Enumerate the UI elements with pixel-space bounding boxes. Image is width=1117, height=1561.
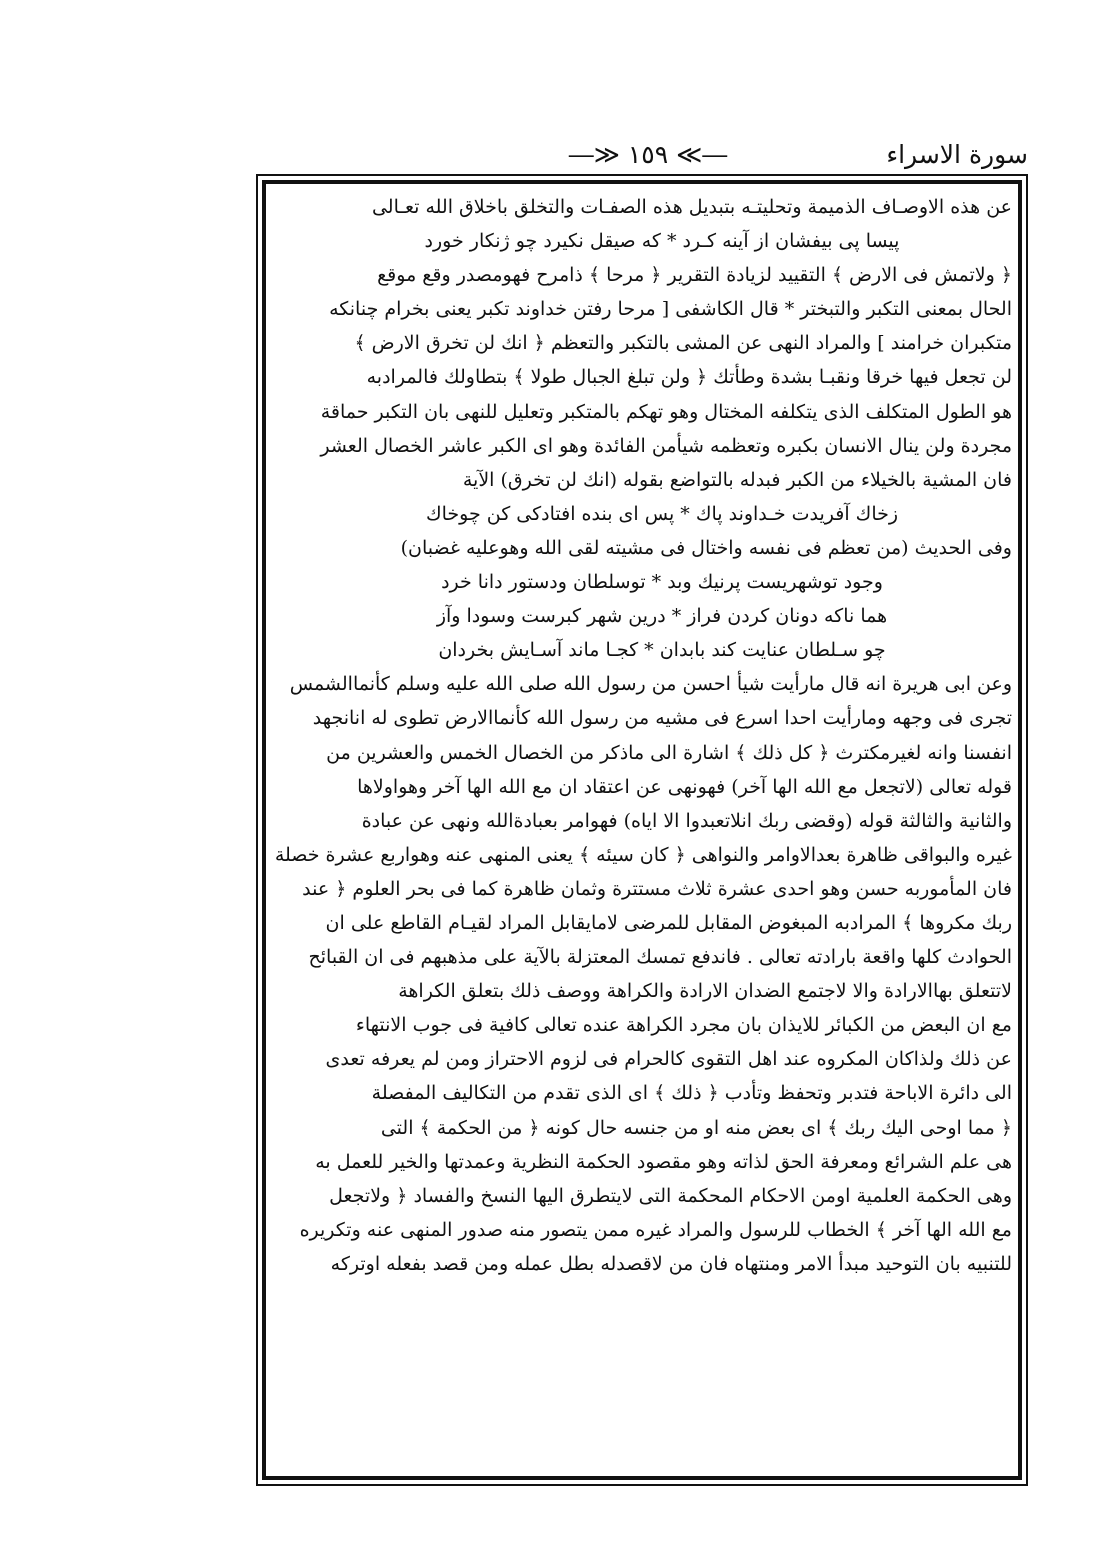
text-line: الى دائرة الاباحة فتدبر وتحفظ وتأدب ﴿ ذلك ﴾ اى الذى تقدم من التكاليف المفصلة bbox=[371, 1082, 1012, 1105]
text-line: والثانية والثالثة قوله (وقضى ربك انلاتعبدوا الا اياه) فهوامر بعبادةالله ونهى عن عبادة bbox=[361, 809, 1012, 832]
page-header bbox=[268, 138, 1028, 172]
text-line: ﴿ ولاتمش فى الارض ﴾ التقييد لزيادة التقرير ﴿ مرحا ﴾ ذامرح فهومصدر وقع موقع bbox=[377, 264, 1012, 287]
text-line: الحال بمعنى التكبر والتبختر * قال الكاشفى [ مرحا رفتن خداوند تكبر يعنى بخرام چنانكه bbox=[329, 298, 1012, 321]
text-line: هو الطول المتكلف الذى يتكلفه المختال وهو تهكم بالمتكبر وتعليل للنهى بان التكبر حماقة bbox=[320, 400, 1012, 423]
text-line: انفسنا وانه لغيرمكترث ﴿ كل ذلك ﴾ اشارة الى ماذكر من الخصال الخمس والعشرين من bbox=[326, 741, 1012, 764]
text-line: غيره والبواقى ظاهرة بعدالاوامر والنواهى ﴿ كان سيئه ﴾ يعنى المنهى عنه وهواربع عشرة خصلة bbox=[274, 843, 1012, 866]
text-line: لن تجعل فيها خرقا ونقبـا بشدة وطأتك ﴿ ولن تبلغ الجبال طولا ﴾ بتطاولك فالمرادبه bbox=[366, 366, 1012, 389]
text-line: ربك مكروها ﴾ المرادبه المبغوض المقابل للمرضى لامايقابل المراد لقيـام القاطع على ان bbox=[325, 911, 1012, 934]
surah-title: سورة الاسراء bbox=[886, 140, 1028, 169]
text-line: ﴿ مما اوحى اليك ربك ﴾ اى بعض منه او من جنسه حال كونه ﴿ من الحكمة ﴾ التى bbox=[380, 1116, 1012, 1139]
text-line: هى علم الشرائع ومعرفة الحق لذاته وهو مقصود الحكمة النظرية وعمدتها والخير للعمل به bbox=[315, 1150, 1012, 1173]
text-line: مع ان البعض من الكبائر للايذان بان مجرد الكراهة عنده تعالى كافية فى جوب الانتهاء bbox=[355, 1014, 1012, 1037]
text-line: قوله تعالى (لاتجعل مع الله الها آخر) فهونهى عن اعتقاد ان مع الله الها آخر وهواولاها bbox=[357, 775, 1012, 798]
text-frame bbox=[256, 174, 1028, 1486]
text-line: عن ذلك ولذاكان المكروه عند اهل التقوى كالحرام فى لزوم الاحتراز ومن لم يعرفه تعدى bbox=[325, 1048, 1012, 1071]
text-line: تجرى فى وجهه ومارأيت احدا اسرع فى مشيه من رسول الله كأنماالارض تطوى له انانجهد bbox=[312, 707, 1012, 730]
text-line: وفى الحديث (من تعظم فى نفسه واختال فى مشيته لقى الله وهوعليه غضبان) bbox=[400, 536, 1012, 559]
verse-line: زخاك آفريدت خـداوند پاك * پس اى بنده افتادكى كن چوخاك bbox=[425, 502, 899, 525]
verse-line: پيسا پى بيفشان از آينه كـرد * كه صيقل نكيرد چو ژنكار خورد bbox=[424, 230, 900, 253]
verse-line: وجود توشهريست پرنيك وبد * توسلطان ودستور دانا خرد bbox=[441, 571, 883, 594]
verse-line: چو سـلطان عنايت كند بابدان * كجـا ماند آسـايش بخردان bbox=[438, 639, 886, 662]
text-line: فان المشية بالخيلاء من الكبر فبدله بالتواضع بقوله (انك لن تخرق) الآية bbox=[462, 468, 1012, 491]
text-line: عن هذه الاوصـاف الذميمة وتحليتـه بتبديل هذه الصفـات والتخلق باخلاق الله تعـالى bbox=[371, 196, 1012, 218]
text-line: متكبران خرامند ] والمراد النهى عن المشى بالتكبر والتعظم ﴿ انك لن تخرق الارض ﴾ bbox=[354, 332, 1012, 355]
text-line: فان المأموربه حسن وهو احدى عشرة ثلاث مستترة وثمان ظاهرة كما فى بحر العلوم ﴿ عند bbox=[302, 877, 1012, 900]
text-line: الحوادث كلها واقعة بارادته تعالى . فاندفع تمسك المعتزلة بالآية على مذهبهم فى ان القبائح bbox=[308, 946, 1012, 969]
page-body bbox=[272, 190, 1012, 1470]
text-line: وعن ابى هريرة انه قال مارأيت شيأ احسن من رسول الله صلى الله عليه وسلم كأنماالشمس bbox=[289, 673, 1012, 696]
verse-line: هما ناكه دونان كردن فراز * درين شهر كبرست وسودا وآز bbox=[436, 605, 888, 628]
text-line: للتنبيه بان التوحيد مبدأ الامر ومنتهاه فان من لاقصدله بطل عمله ومن قصد بفعله اوتركه bbox=[330, 1252, 1012, 1275]
text-line: وهى الحكمة العلمية اومن الاحكام المحكمة التى لايتطرق اليها النسخ والفساد ﴿ ولاتجعل bbox=[329, 1184, 1012, 1207]
text-line: مع الله الها آخر ﴾ الخطاب للرسول والمراد غيره ممن يتصور منه صدور المنهى عنه وتكريره bbox=[299, 1218, 1012, 1241]
text-line: مجردة ولن ينال الانسان بكبره وتعظمه شيأمن الفائدة وهو اى الكبر عاشر الخصال العشر bbox=[320, 434, 1012, 457]
text-line: لاتتعلق بهاالارادة والا لاجتمع الضدان الارادة والكراهة ووصف ذلك بتعلق الكراهة bbox=[398, 980, 1012, 1003]
page-number: ―≫ ١٥٩ ≪― bbox=[568, 140, 728, 169]
